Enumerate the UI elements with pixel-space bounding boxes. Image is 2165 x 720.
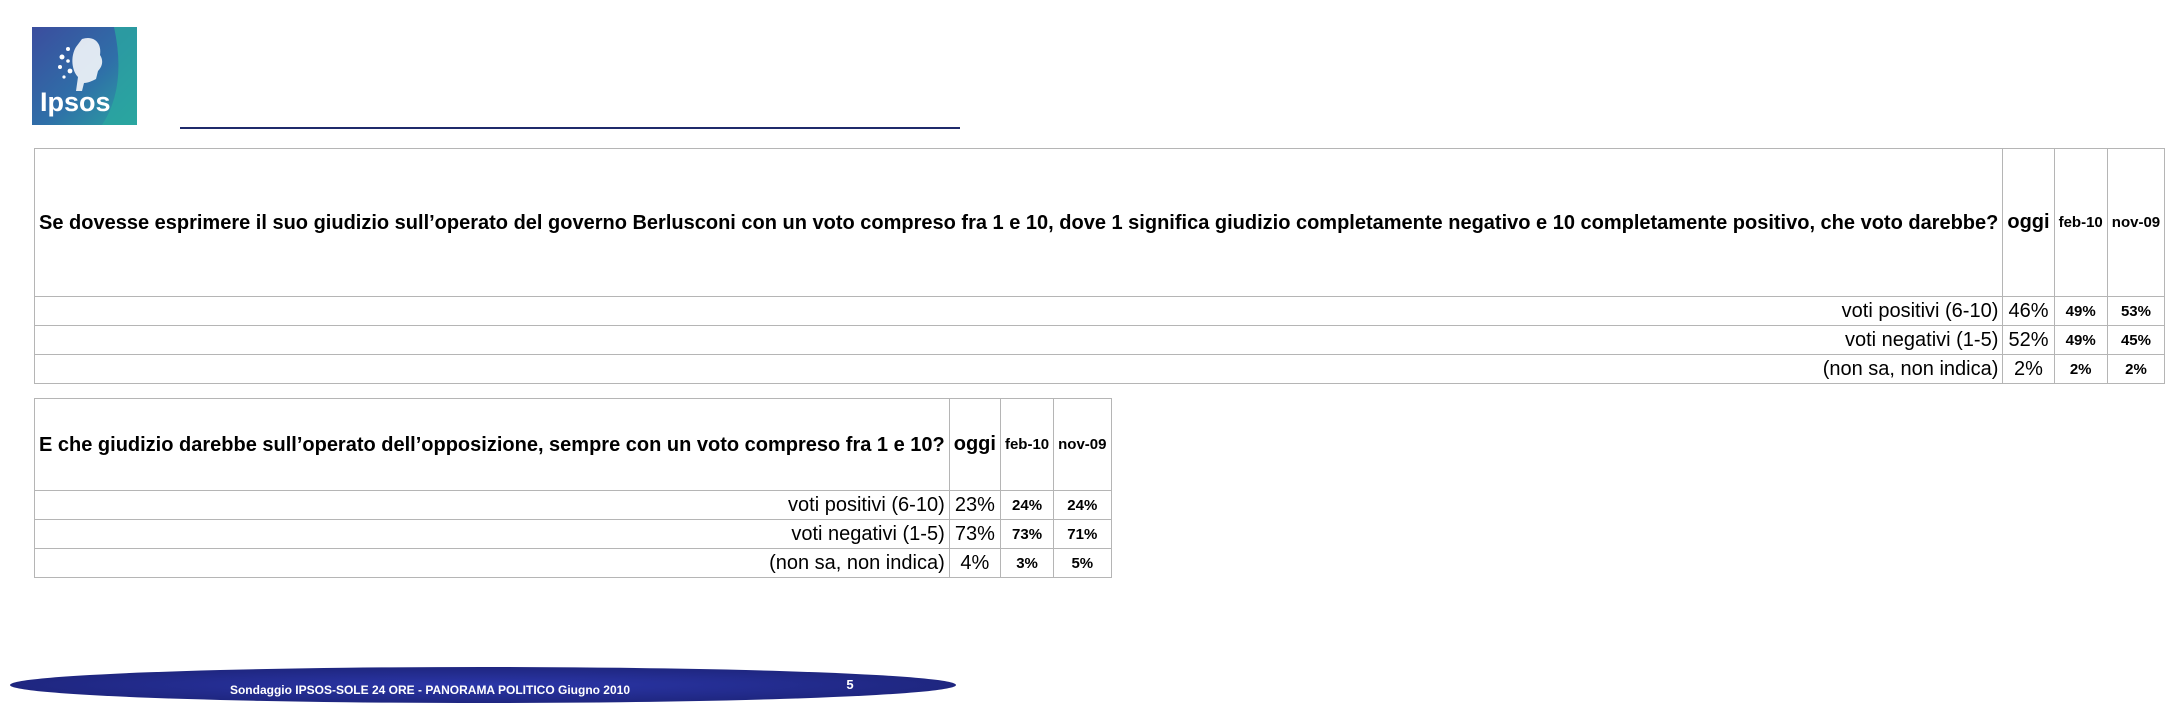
header-oggi: oggi bbox=[2003, 149, 2054, 297]
page-number: 5 bbox=[846, 677, 854, 692]
header-nov-09: nov-09 bbox=[1054, 399, 1111, 491]
value-oggi: 46% bbox=[2003, 297, 2054, 326]
value-nov-09: 45% bbox=[2107, 326, 2164, 355]
value-feb-10: 2% bbox=[2054, 355, 2107, 384]
header-rule bbox=[180, 127, 960, 129]
table-row bbox=[35, 355, 2165, 384]
header-feb-10: feb-10 bbox=[1000, 399, 1053, 491]
value-nov-09: 5% bbox=[1054, 549, 1111, 578]
row-label: voti positivi (6-10) bbox=[35, 297, 2003, 326]
table-row bbox=[35, 520, 1112, 549]
opposition-rating-table bbox=[34, 398, 1112, 578]
value-feb-10: 73% bbox=[1000, 520, 1053, 549]
value-oggi: 52% bbox=[2003, 326, 2054, 355]
value-nov-09: 53% bbox=[2107, 297, 2164, 326]
value-oggi: 2% bbox=[2003, 355, 2054, 384]
row-label: voti negativi (1-5) bbox=[35, 326, 2003, 355]
value-oggi: 4% bbox=[949, 549, 1000, 578]
table-row bbox=[35, 491, 1112, 520]
row-label: voti negativi (1-5) bbox=[35, 520, 950, 549]
svg-text:Ipsos: Ipsos bbox=[40, 87, 111, 117]
government-rating-table bbox=[34, 148, 2165, 384]
value-feb-10: 3% bbox=[1000, 549, 1053, 578]
table-row bbox=[35, 297, 2165, 326]
header-feb-10: feb-10 bbox=[2054, 149, 2107, 297]
value-feb-10: 24% bbox=[1000, 491, 1053, 520]
table-row bbox=[35, 549, 1112, 578]
value-nov-09: 2% bbox=[2107, 355, 2164, 384]
value-nov-09: 71% bbox=[1054, 520, 1111, 549]
table-row bbox=[35, 326, 2165, 355]
ipsos-logo-graphic bbox=[32, 27, 137, 125]
row-label: (non sa, non indica) bbox=[35, 549, 950, 578]
header-nov-09: nov-09 bbox=[2107, 149, 2164, 297]
value-nov-09: 24% bbox=[1054, 491, 1111, 520]
question-opposition: E che giudizio darebbe sull’operato dell’opposizione, sempre con un voto compreso fra 1 e 10? bbox=[35, 399, 950, 491]
header-oggi: oggi bbox=[949, 399, 1000, 491]
row-label: voti positivi (6-10) bbox=[35, 491, 950, 520]
value-oggi: 73% bbox=[949, 520, 1000, 549]
value-feb-10: 49% bbox=[2054, 326, 2107, 355]
value-feb-10: 49% bbox=[2054, 297, 2107, 326]
footer-caption: Sondaggio IPSOS-SOLE 24 ORE - PANORAMA POLITICO Giugno 2010 bbox=[229, 683, 631, 697]
row-label: (non sa, non indica) bbox=[35, 355, 2003, 384]
ipsos-logo bbox=[32, 27, 137, 125]
question-government: Se dovesse esprimere il suo giudizio sull’operato del governo Berlusconi con un voto compreso fra 1 e 10, dove 1 significa giudizio completamente negativo e 10 completamente positivo, che voto darebbe? bbox=[35, 149, 2003, 297]
value-oggi: 23% bbox=[949, 491, 1000, 520]
